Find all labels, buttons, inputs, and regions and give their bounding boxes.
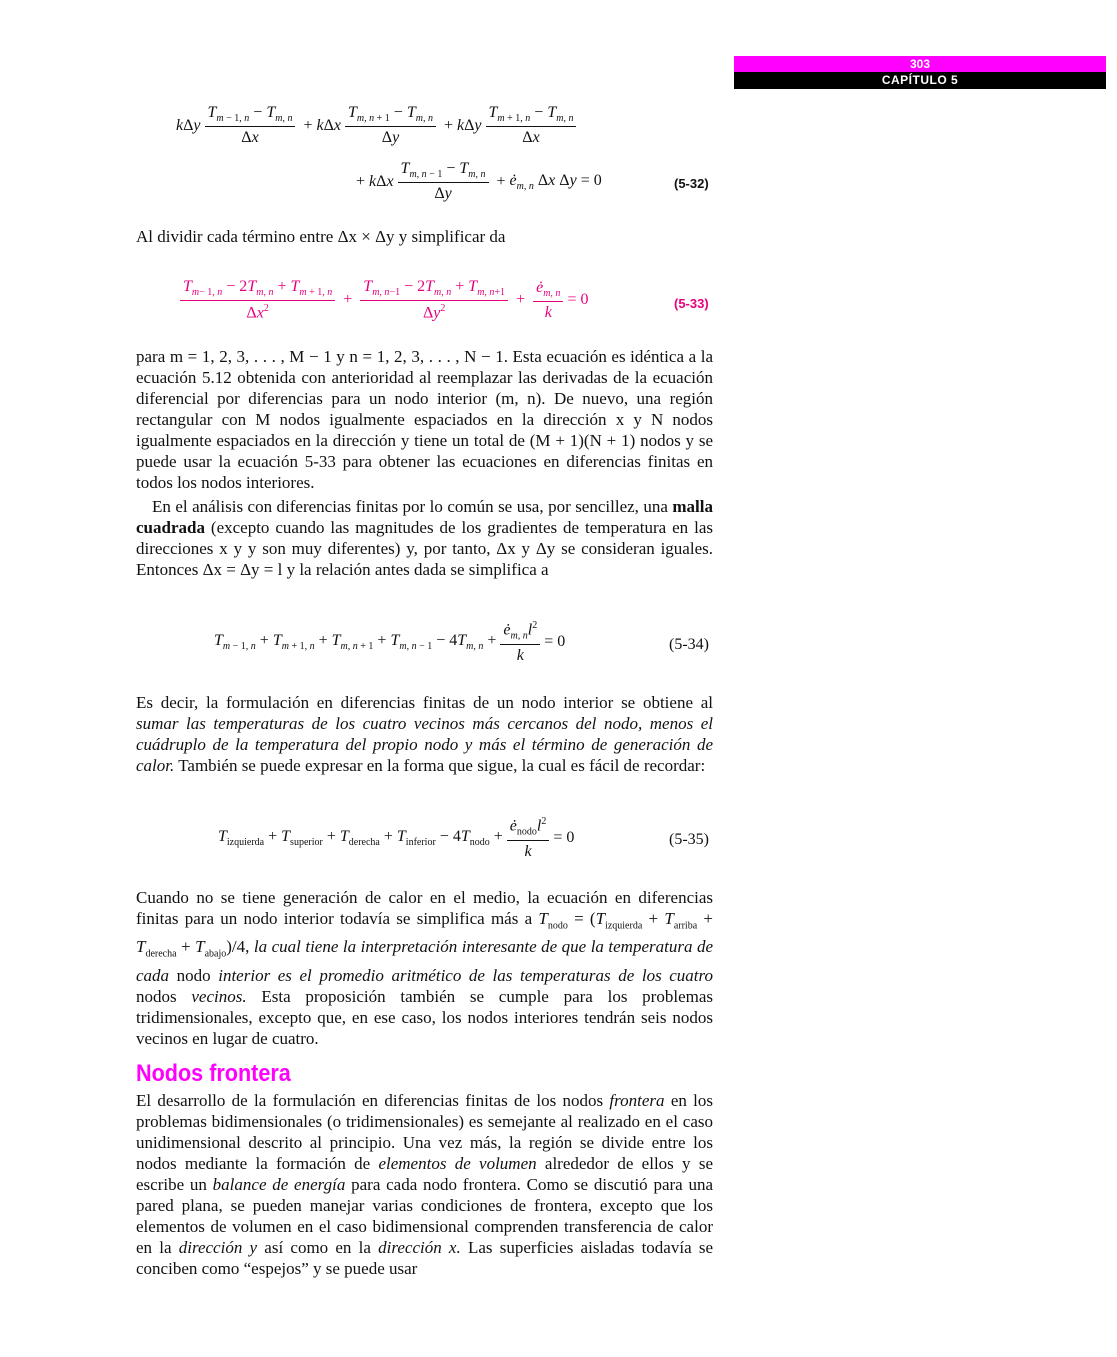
equation-number-5-35: (5-35) bbox=[669, 831, 709, 848]
equation-5-32-line2: + kΔx $\frac{T_{m, n - 1} - T_{m, n}}{\Delta y}$ + $ė_{m, n}$ Δx Δy = 0 bbox=[356, 160, 602, 203]
equation-5-34: $T_{m - 1, n} + T_{m + 1, n} + T_{m, n + 1} + T_{m, n - 1} - 4T_{m, n}$ + $\frac{ė_{m, n}l^2}{k}$ = 0 bbox=[214, 620, 566, 664]
term-malla-cuadrada: malla cuadrada bbox=[136, 497, 713, 537]
paragraph-1: para m = 1, 2, 3, . . . , M − 1 y n = 1, 2, 3, . . . , N − 1. Esta ecuación es idéntica a la ecuación 5.12 obtenida con anterioridad al reemplazar las derivadas de la ecuación diferencial por diferencias para un nodo interior (m, n). De nuevo, una región rectangular con M nodos igualmente espaciados en la dirección x y N nodos igualmente espaciados en la dirección y tiene un total de (M + 1)(N + 1) nodos y se puede usar la ecuación 5-33 para obtener las ecuaciones en diferencias finitas en todos los nodos interiores. bbox=[136, 347, 713, 492]
paragraph-5: El desarrollo de la formulación en diferencias finitas de los nodos frontera en los problemas bidimensionales (o tridimensionales) es semejante al realizado en el caso unidimensional descrito al principio. Una vez más, la región se divide entre los nodos mediante la formación de elementos de volumen alrededor de ellos y se escribe un balance de energía para cada nodo frontera. Como se discutió para una pared plana, se pueden manejar varias condiciones de frontera, excepto que los elementos de volumen en el caso bidimensional comprenden transferencia de calor en la dirección y así como en la dirección x. Las superficies aisladas todavía se conciben como “espejos” y se puede usar bbox=[136, 1091, 714, 1278]
equation-5-32-line1: kΔy $\frac{T_{m - 1, n} - T_{m, n}}{\Delta x}$ + kΔx $\frac{T_{m, n + 1} - T_{m, n}}{\Delta y}$ + kΔy $\frac{T_{m + 1, n} - T_{m, n}}{\Delta x}$ bbox=[176, 104, 580, 147]
paragraph-2: En el análisis con diferencias finitas por lo común se usa, por sencillez, una malla cuadrada (excepto cuando las magnitudes de los gradientes de temperatura en las direcciones x y y son muy diferentes) y, por tanto, Δx y Δy se consideran iguales. Entonces Δx = Δy = l y la relación antes dada se simplifica a bbox=[136, 497, 714, 579]
section-heading-nodos-frontera: Nodos frontera bbox=[136, 1060, 291, 1087]
equation-5-33: $\frac{T_{m- 1, n} - 2T_{m, n} + T_{m + 1, n}}{\Delta x^2}$ + $\frac{T_{m, n-1} - 2T_{m, n} + T_{m, n+1}}{\Delta y^2}$ + $\frac{ė_{m, n}}{k}$ = 0 bbox=[176, 278, 588, 323]
paragraph-4: Cuando no se tiene generación de calor en el medio, la ecuación en diferencias finitas para un nodo interior todavía se simplifica más a $T_{nodo} = (T_{izquierda} + T_{arriba} + T_{derecha} + T_{abajo})/4$, la cual tiene la interpretación interesante de que la temperatura de cada nodo interior es el promedio aritmético de las temperaturas de los cuatro nodos vecinos. Esta proposición también se cumple para los problemas tridimensionales, excepto que, en ese caso, los nodos interiores tendrán seis nodos vecinos en lugar de cuatro. bbox=[136, 888, 714, 1048]
intro-text: Al dividir cada término entre Δx × Δy y simplificar da bbox=[136, 227, 506, 246]
page-number: 303 bbox=[734, 56, 1106, 72]
equation-number-5-33: (5-33) bbox=[674, 296, 709, 311]
equation-5-35: $T_{izquierda} + T_{superior} + T_{derecha} + T_{inferior} - 4T_{nodo}$ + $\frac{ė_{nodo}l^2}{k}$ = 0 bbox=[218, 816, 575, 860]
paragraph-3: Es decir, la formulación en diferencias finitas de un nodo interior se obtiene al sumar las temperaturas de los cuatro vecinos más cercanos del nodo, menos el cuádruplo de la temperatura del propio nodo y más el término de generación de calor. También se puede expresar en la forma que sigue, la cual es fácil de recordar: bbox=[136, 693, 713, 775]
equation-number-5-34: (5-34) bbox=[669, 636, 709, 653]
equation-number-5-32: (5-32) bbox=[674, 176, 709, 191]
chapter-label: CAPÍTULO 5 bbox=[734, 72, 1106, 89]
